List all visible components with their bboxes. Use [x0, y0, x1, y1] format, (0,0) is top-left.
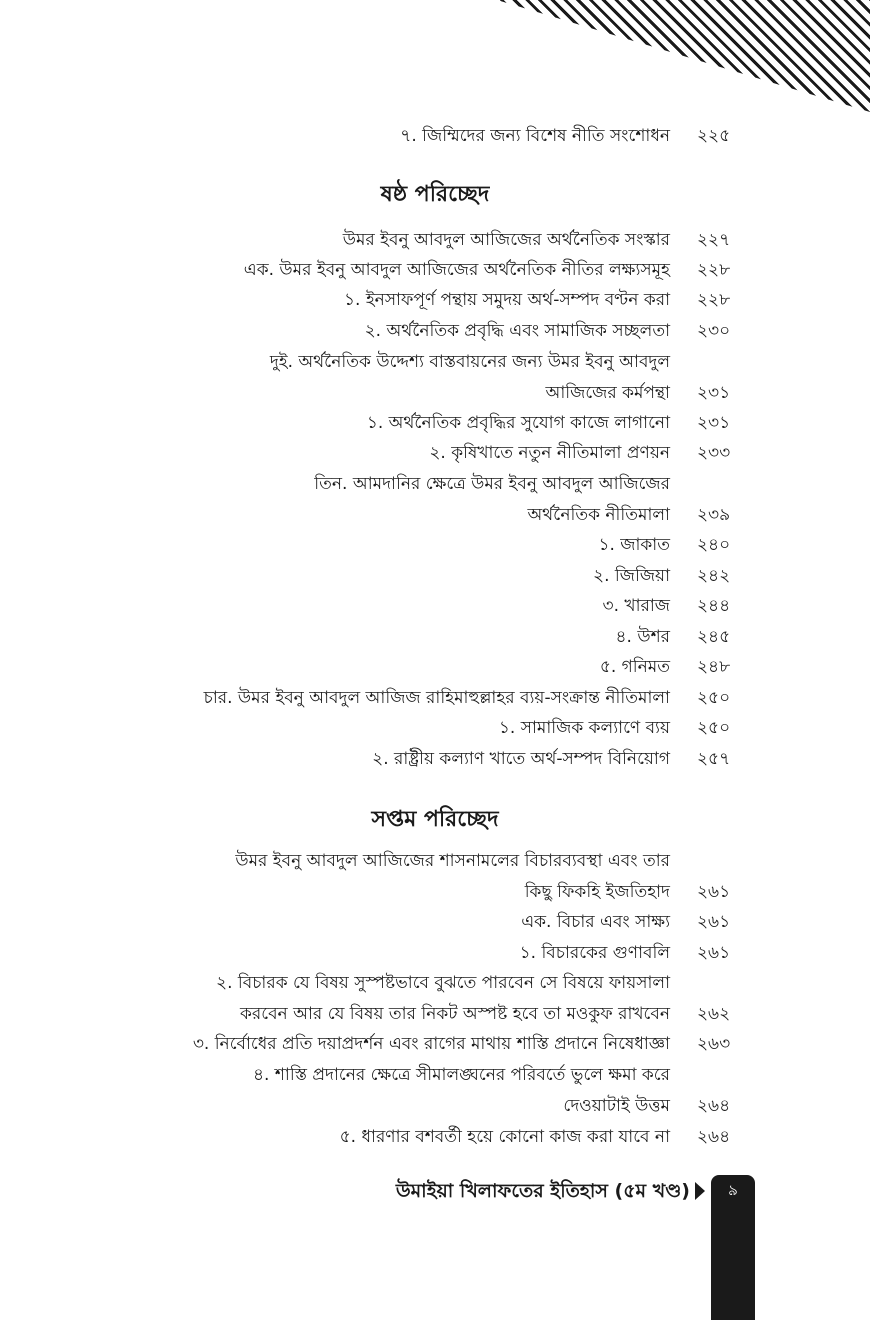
- toc-entry-text: ২. কৃষিখাতে নতুন নীতিমালা প্রণয়ন: [429, 443, 670, 463]
- chapter-heading: ষষ্ঠ পরিচ্ছেদ: [380, 182, 490, 207]
- page-number: ৯: [728, 1181, 738, 1199]
- toc-entry-page: ২৬১: [697, 882, 731, 902]
- toc-entry-text: তিন. আমদানির ক্ষেত্রে উমর ইবনু আবদুল আজিজের: [314, 474, 670, 494]
- toc-entry-page: ২৩১: [697, 383, 731, 403]
- toc-entry-text: উমর ইবনু আবদুল আজিজের শাসনামলের বিচারব্যবস্থা এবং তার: [235, 851, 670, 871]
- toc-entry-page: ২২৭: [697, 230, 731, 250]
- toc-entry-text: ৭. জিম্মিদের জন্য বিশেষ নীতি সংশোধন: [400, 126, 670, 146]
- toc-entry-page: ২৬৩: [697, 1034, 731, 1054]
- toc-entry-page: ২২৫: [697, 126, 731, 146]
- toc-entry-page: ২৪৪: [697, 596, 731, 616]
- toc-entry-page: ২৫৭: [697, 749, 731, 769]
- toc-entry-text: উমর ইবনু আবদুল আজিজের অর্থনৈতিক সংস্কার: [342, 230, 670, 250]
- toc-entry-text: ৫. গনিমত: [599, 657, 670, 677]
- toc-entry-text: এক. বিচার এবং সাক্ষ্য: [521, 912, 670, 932]
- book-title: উমাইয়া খিলাফতের ইতিহাস (৫ম খণ্ড): [395, 1180, 690, 1202]
- arrow-right-icon: [695, 1182, 705, 1200]
- toc-entry-page: ২৪৫: [697, 627, 731, 647]
- toc-entry-text: করবেন আর যে বিষয় তার নিকট অস্পষ্ট হবে তা মওকুফ রাখবেন: [240, 1004, 670, 1024]
- page-number-tab: [711, 1175, 755, 1320]
- toc-entry-text: ৪. উশর: [615, 627, 670, 647]
- toc-entry-text: ১. ইনসাফপূর্ণ পন্থায় সমুদয় অর্থ-সম্পদ বণ্টন করা: [344, 290, 670, 310]
- toc-entry-page: ২৩৩: [697, 443, 731, 463]
- toc-entry-page: ২৬১: [697, 943, 731, 963]
- toc-entry-text: ৫. ধারণার বশবর্তী হয়ে কোনো কাজ করা যাবে না: [339, 1127, 670, 1147]
- toc-entry-text: ২. অর্থনৈতিক প্রবৃদ্ধি এবং সামাজিক সচ্ছলতা: [364, 321, 670, 341]
- toc-entry-page: ২৪২: [697, 566, 731, 586]
- toc-entry-text: ১. বিচারকের গুণাবলি: [519, 943, 670, 963]
- toc-entry-page: ২৩৯: [697, 505, 731, 525]
- toc-entry-page: ২৬৪: [697, 1096, 731, 1116]
- toc-entry-page: ২৪৮: [697, 657, 731, 677]
- toc-entry-text: আজিজের কর্মপন্থা: [545, 383, 670, 403]
- toc-entry-page: ২৬৪: [697, 1127, 731, 1147]
- toc-entry-page: ২৬১: [697, 912, 731, 932]
- toc-entry-text: দেওয়াটাই উত্তম: [563, 1096, 670, 1116]
- toc-entry-text: এক. উমর ইবনু আবদুল আজিজের অর্থনৈতিক নীতির লক্ষ্যসমূহ: [243, 260, 670, 280]
- toc-entry-text: ২. রাষ্ট্রীয় কল্যাণ খাতে অর্থ-সম্পদ বিনিয়োগ: [372, 749, 670, 769]
- toc-entry-text: চার. উমর ইবনু আবদুল আজিজ রাহিমাহুল্লাহর ব্যয়-সংক্রান্ত নীতিমালা: [203, 688, 670, 708]
- toc-entry-text: ৪. শাস্তি প্রদানের ক্ষেত্রে সীমালঙ্ঘনের পরিবর্তে ভুলে ক্ষমা করে: [253, 1065, 670, 1085]
- toc-entry-text: কিছু ফিকহি ইজতিহাদ: [524, 882, 670, 902]
- toc-entry-page: ২৩০: [697, 321, 731, 341]
- toc-entry-page: ২৪০: [697, 535, 731, 555]
- toc-entry-text: ৩. নির্বোধের প্রতি দয়াপ্রদর্শন এবং রাগের মাথায় শাস্তি প্রদানে নিষেধাজ্ঞা: [192, 1034, 670, 1054]
- toc-entry-text: ১. অর্থনৈতিক প্রবৃদ্ধির সুযোগ কাজে লাগানো: [366, 413, 670, 433]
- toc-entry-page: ২৩১: [697, 413, 731, 433]
- toc-entry-page: ২৫০: [697, 688, 731, 708]
- toc-entry-page: ২২৮: [697, 290, 731, 310]
- toc-entry-text: ২. বিচারক যে বিষয় সুস্পষ্টভাবে বুঝতে পারবেন সে বিষয়ে ফায়সালা: [216, 973, 670, 993]
- toc-entry-page: ২৬২: [697, 1004, 731, 1024]
- toc-entry-text: দুই. অর্থনৈতিক উদ্দেশ্য বাস্তবায়নের জন্য উমর ইবনু আবদুল: [269, 352, 670, 372]
- toc-entry-text: ১. সামাজিক কল্যাণে ব্যয়: [498, 718, 670, 738]
- toc-entry-text: ৩. খারাজ: [602, 596, 670, 616]
- toc-entry-text: ১. জাকাত: [598, 535, 670, 555]
- toc-entry-page: ২৫০: [697, 718, 731, 738]
- chapter-heading: সপ্তম পরিচ্ছেদ: [371, 807, 499, 832]
- toc-entry-text: ২. জিজিয়া: [593, 566, 670, 586]
- toc-entry-text: অর্থনৈতিক নীতিমালা: [527, 505, 670, 525]
- decorative-stripes: [497, 0, 870, 112]
- toc-entry-page: ২২৮: [697, 260, 731, 280]
